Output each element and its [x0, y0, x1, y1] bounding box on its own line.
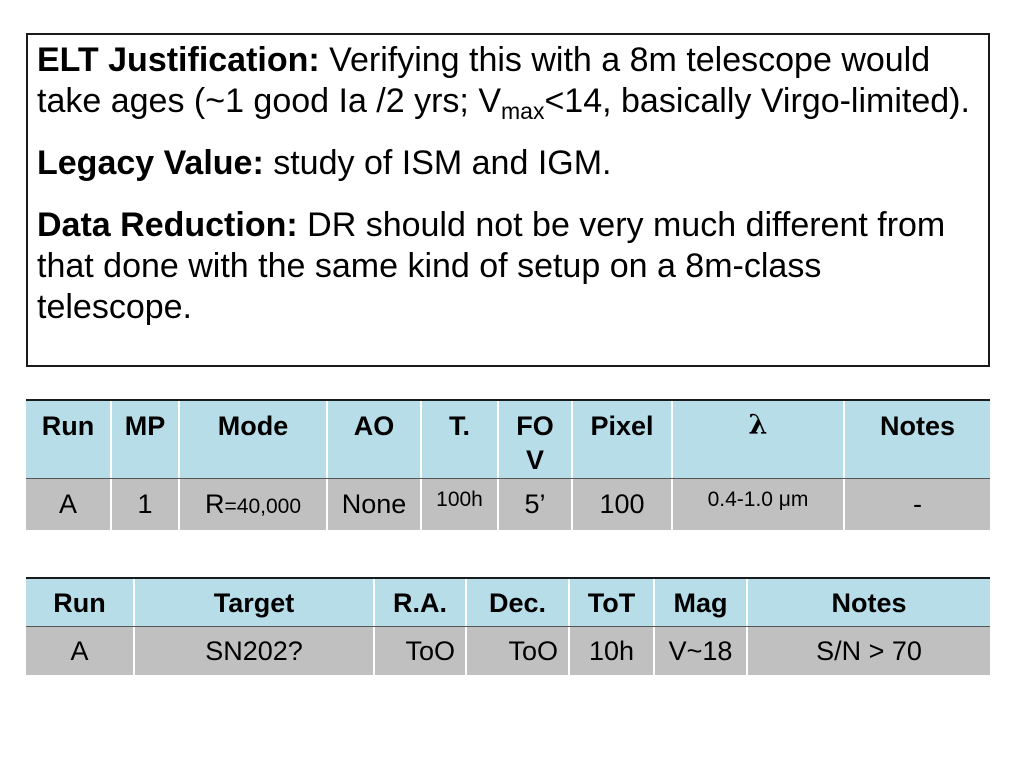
- run-table-header-run: Run: [41, 411, 95, 441]
- run-table-cell-mode-letter: R: [205, 489, 225, 519]
- target-table-header-mag: Mag: [653, 579, 746, 626]
- data-reduction-line-2: that done with the same kind of setup on a 8m-class: [37, 247, 822, 285]
- target-table-cell-target: SN202?: [133, 627, 373, 675]
- target-table-header-row: [26, 579, 990, 627]
- elt-justification-label: ELT Justification:: [37, 41, 320, 79]
- run-table-header-mode: Mode: [178, 401, 326, 478]
- target-table-header-dec: Dec.: [465, 579, 568, 626]
- run-table-header-mp: MP: [110, 401, 178, 478]
- run-table-cell-mode-value: =40,000: [224, 495, 301, 518]
- run-table-cell-time: 100h: [420, 479, 497, 530]
- run-table-cell-mode: [178, 479, 326, 530]
- run-table-header-notes: Notes: [843, 401, 990, 478]
- target-table-header-target: Target: [133, 579, 373, 626]
- elt-justification-line-2-end: <14, basically Virgo-limited).: [544, 82, 970, 120]
- justification-text-box: [26, 33, 990, 367]
- run-table-cell-notes: -: [843, 479, 990, 530]
- run-table-cell-pixel: 100: [571, 479, 671, 530]
- target-table-cell-mag: V~18: [653, 627, 746, 675]
- run-table-cell-fov: 5’: [497, 479, 571, 530]
- vmax-subscript: max: [501, 98, 545, 124]
- run-table-header-row: [26, 401, 990, 479]
- target-table-header-notes: Notes: [746, 579, 990, 626]
- elt-justification-line-1: Verifying this with a 8m telescope would: [329, 41, 931, 79]
- run-table-cell-lambda: 0.4-1.0 μm: [671, 479, 843, 530]
- run-table-header-pixel: Pixel: [571, 401, 671, 478]
- elt-justification-line-2: take ages (~1 good Ia /2 yrs; V: [37, 82, 501, 120]
- target-table-header-ra: R.A.: [373, 579, 465, 626]
- target-table-header-run: Run: [53, 588, 106, 618]
- target-table-header-tot: ToT: [568, 579, 653, 626]
- target-table-cell-run: A: [70, 636, 89, 666]
- run-table-header-fov: FOV: [516, 411, 554, 475]
- target-table: [26, 577, 990, 675]
- run-table-cell-ao: None: [326, 479, 420, 530]
- data-reduction-paragraph: [37, 205, 980, 328]
- run-table-header-fov-cell: [497, 401, 571, 478]
- legacy-value-label: Legacy Value:: [37, 144, 264, 182]
- legacy-value-paragraph: [37, 143, 980, 184]
- legacy-value-text: study of ISM and IGM.: [273, 144, 612, 182]
- run-table-header-time: T.: [420, 401, 497, 478]
- data-reduction-label: Data Reduction:: [37, 206, 298, 244]
- target-table-cell-notes: S/N > 70: [746, 627, 990, 675]
- run-table-cell-run: A: [58, 489, 77, 519]
- run-table-cell-mp: 1: [110, 479, 178, 530]
- target-table-cell-tot: 10h: [568, 627, 653, 675]
- elt-justification-paragraph: [37, 40, 980, 122]
- run-table-header-ao: AO: [326, 401, 420, 478]
- run-table: [26, 399, 990, 530]
- target-table-row: [26, 627, 990, 675]
- target-table-cell-ra: ToO: [373, 627, 465, 675]
- data-reduction-line-3: telescope.: [37, 288, 192, 326]
- data-reduction-line-1: DR should not be very much different from: [307, 206, 946, 244]
- run-table-header-lambda: λ: [671, 401, 843, 478]
- target-table-cell-dec: ToO: [465, 627, 568, 675]
- run-table-row: [26, 479, 990, 530]
